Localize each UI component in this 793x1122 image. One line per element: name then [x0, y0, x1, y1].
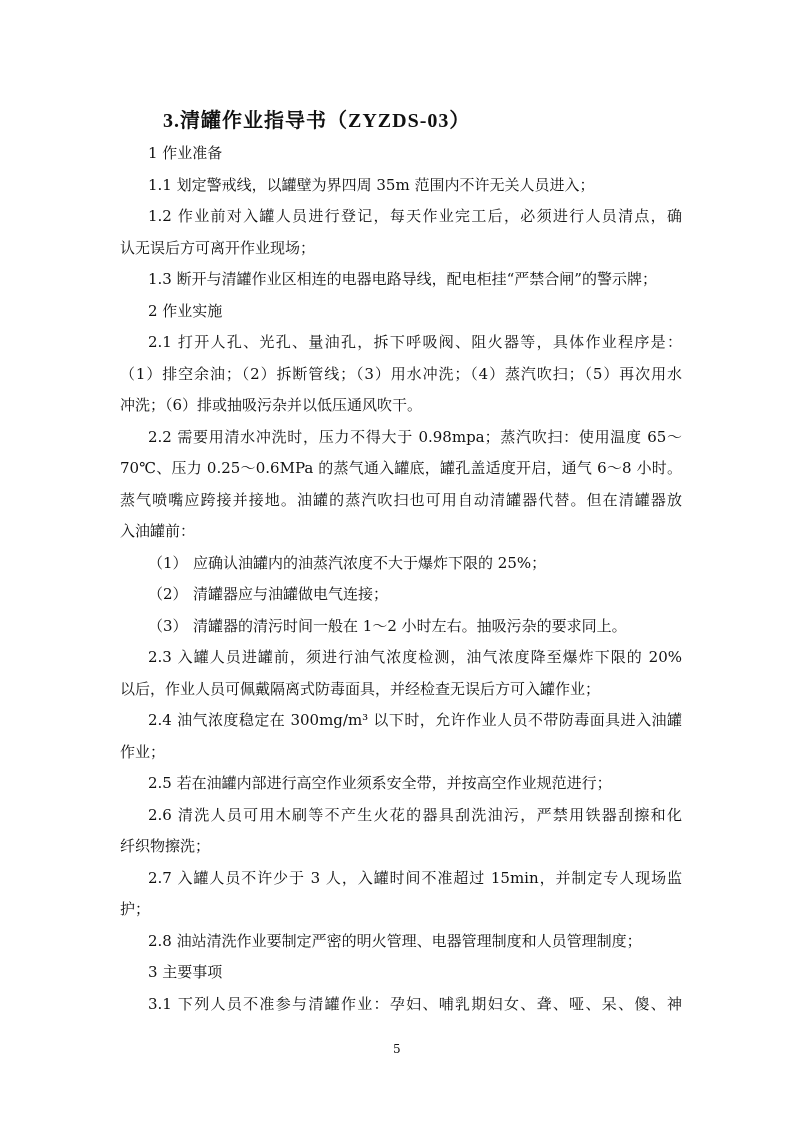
paragraph-line: 冲洗；（6）排或抽吸污杂并以低压通风吹干。 [120, 396, 423, 414]
paragraph-line: 3.1 下列人员不准参与清罐作业：孕妇、哺乳期妇女、聋、哑、呆、傻、神 [148, 994, 682, 1013]
list-text: 清罐器的清污时间一般在 1～2 小时左右。抽吸污杂的要求同上。 [193, 616, 627, 635]
list-item [120, 579, 682, 611]
document-body [120, 138, 682, 1020]
paragraph-line: 1.3 断开与清罐作业区相连的电器电路导线，配电柜挂“严禁合闸”的警示牌； [148, 270, 657, 288]
paragraph-line: 护； [120, 900, 151, 918]
paragraph-line: 2.3 入罐人员进罐前，须进行油气浓度检测，油气浓度降至爆炸下限的 20% [148, 648, 682, 666]
paragraph-line: 蒸气喷嘴应跨接并接地。油罐的蒸汽吹扫也可用自动清罐器代替。但在清罐器放 [120, 490, 682, 509]
paragraph-line: （1）排空余油；（2）拆断管线；（3）用水冲洗；（4）蒸汽吹扫；（5）再次用水 [120, 364, 682, 383]
paragraph-line: 70℃、压力 0.25～0.6MPa 的蒸气通入罐底，罐孔盖适度开启，通气 6～8 小时。 [120, 459, 682, 477]
paragraph-line: 2.4 油气浓度稳定在 300mg/m³ 以下时，允许作业人员不带防毒面具进入油罐 [148, 711, 682, 729]
list-item [120, 611, 682, 643]
section-heading: 1 作业准备 [148, 144, 223, 162]
paragraph-line: 2.2 需要用清水冲洗时，压力不得大于 0.98mpa；蒸汽吹扫：使用温度 65～ [148, 427, 682, 446]
paragraph-line: 入油罐前： [120, 522, 196, 540]
page-number: 5 [393, 1042, 401, 1056]
paragraph-line: 2.1 打开人孔、光孔、量油孔，拆下呼吸阀、阻火器等，具体作业程序是： [148, 333, 682, 351]
list-number: （1） [148, 553, 188, 572]
list-text: 应确认油罐内的油蒸汽浓度不大于爆炸下限的 25%； [193, 553, 547, 572]
paragraph-line: 2.5 若在油罐内部进行高空作业须系安全带，并按高空作业规范进行； [148, 774, 612, 792]
paragraph-line: 纤织物擦洗； [120, 837, 211, 855]
section-heading: 3 主要事项 [148, 963, 223, 981]
list-number: （3） [148, 616, 188, 635]
paragraph-line: 2.7 入罐人员不许少于 3 人，入罐时间不准超过 15min，并制定专人现场监 [148, 868, 682, 887]
paragraph-line: 2.6 清洗人员可用木刷等不产生火花的器具刮洗油污，严禁用铁器刮擦和化 [148, 805, 682, 824]
document-title: 3.清罐作业指导书（ZYZDS-03） [163, 110, 471, 132]
paragraph-line: 2.8 油站清洗作业要制定严密的明火管理、电器管理制度和人员管理制度； [148, 931, 642, 950]
paragraph-line: 以后，作业人员可佩戴隔离式防毒面具，并经检查无误后方可入罐作业； [120, 679, 601, 698]
list-number: （2） [148, 585, 188, 603]
paragraph-line: 1.1 划定警戒线，以罐壁为界四周 35m 范围内不许无关人员进入； [148, 175, 595, 194]
paragraph-line: 1.2 作业前对入罐人员进行登记，每天作业完工后，必须进行人员清点，确 [148, 207, 682, 225]
section-heading: 2 作业实施 [148, 301, 223, 320]
list-text: 清罐器应与油罐做电气连接； [193, 585, 389, 603]
list-item [120, 548, 682, 580]
paragraph-line: 认无误后方可离开作业现场； [120, 238, 316, 257]
paragraph-line: 作业； [120, 742, 166, 761]
